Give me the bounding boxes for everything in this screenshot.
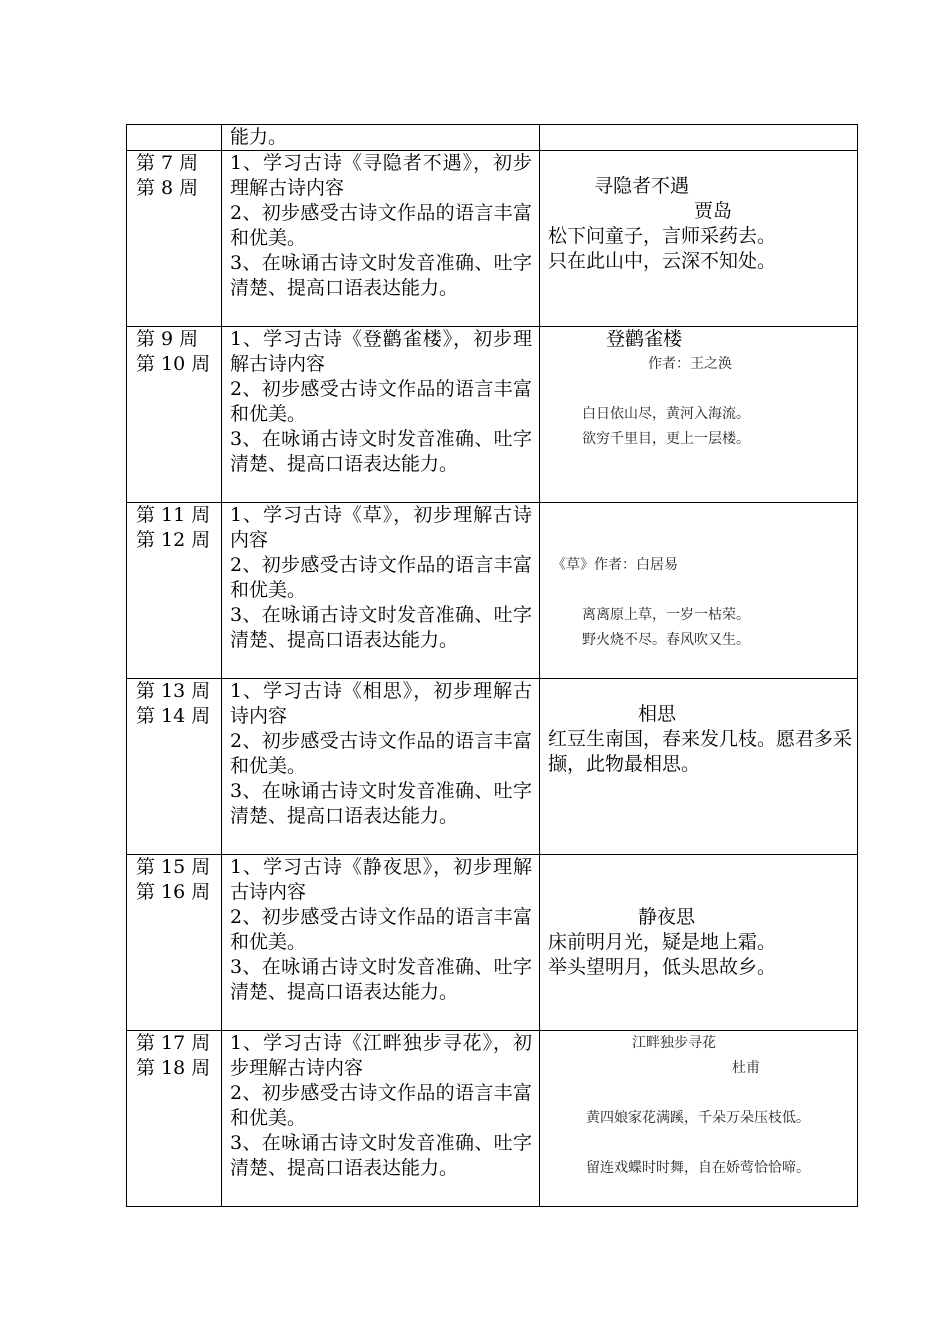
poem-cell	[540, 503, 858, 679]
poem-line: 举头望明月，低头思故乡。	[548, 956, 777, 978]
week-cell	[127, 503, 222, 679]
poem-line: 松下问童子，言师采药去。	[548, 225, 777, 247]
poem-title: 寻隐者不遇	[594, 175, 690, 197]
goals-cell	[222, 151, 540, 327]
goal-text: 1、学习古诗《相思》，初步理解古诗内容	[230, 680, 532, 727]
week-end: 第 18 周	[136, 1057, 211, 1079]
weekly-plan-table	[126, 124, 858, 1207]
poem-title: 《草》作者：白居易	[552, 557, 678, 573]
poem-cell	[540, 1031, 858, 1207]
poem-cell	[540, 151, 858, 327]
poem-line: 床前明月光，疑是地上霜。	[548, 931, 777, 953]
poem-line: 离离原上草，一岁一枯荣。	[582, 607, 750, 623]
goals-cell	[222, 327, 540, 503]
week-start: 第 13 周	[136, 680, 211, 702]
poem-author: 作者：王之涣	[648, 356, 732, 372]
goals-cell	[222, 125, 540, 151]
table-row	[127, 1031, 858, 1207]
poem-title: 登鹳雀楼	[606, 328, 683, 350]
poem-author: 贾岛	[694, 200, 733, 222]
table-row	[127, 327, 858, 503]
goal-text: 3、在咏诵古诗文时发音准确、吐字清楚、提高口语表达能力。	[230, 780, 532, 827]
goal-text: 2、初步感受古诗文作品的语言丰富和优美。	[230, 378, 532, 425]
poem-cell	[540, 125, 858, 151]
poem-title: 静夜思	[638, 906, 696, 928]
goal-text: 2、初步感受古诗文作品的语言丰富和优美。	[230, 554, 532, 601]
goal-text: 2、初步感受古诗文作品的语言丰富和优美。	[230, 1082, 532, 1129]
week-start: 第 9 周	[136, 328, 199, 350]
goal-text: 3、在咏诵古诗文时发音准确、吐字清楚、提高口语表达能力。	[230, 1132, 532, 1179]
goal-text: 2、初步感受古诗文作品的语言丰富和优美。	[230, 730, 532, 777]
poem-line: 红豆生南国，春来发几枝。愿君多采撷，此物最相思。	[548, 728, 853, 775]
week-start: 第 15 周	[136, 856, 211, 878]
goals-cell	[222, 1031, 540, 1207]
goal-text: 3、在咏诵古诗文时发音准确、吐字清楚、提高口语表达能力。	[230, 956, 532, 1003]
week-end: 第 14 周	[136, 705, 211, 727]
goal-text: 能力。	[230, 126, 288, 148]
goal-text: 3、在咏诵古诗文时发音准确、吐字清楚、提高口语表达能力。	[230, 252, 532, 299]
week-cell	[127, 679, 222, 855]
goal-text: 1、学习古诗《江畔独步寻花》，初步理解古诗内容	[230, 1032, 532, 1079]
week-cell	[127, 151, 222, 327]
table-row	[127, 855, 858, 1031]
table-row	[127, 125, 858, 151]
poem-title: 相思	[638, 703, 677, 725]
week-end: 第 16 周	[136, 881, 211, 903]
week-end: 第 10 周	[136, 353, 211, 375]
poem-line: 白日依山尽，黄河入海流。	[582, 406, 750, 422]
table-row	[127, 503, 858, 679]
goal-text: 3、在咏诵古诗文时发音准确、吐字清楚、提高口语表达能力。	[230, 428, 532, 475]
week-end: 第 8 周	[136, 177, 199, 199]
goal-text: 3、在咏诵古诗文时发音准确、吐字清楚、提高口语表达能力。	[230, 604, 532, 651]
table-row	[127, 151, 858, 327]
poem-cell	[540, 855, 858, 1031]
poem-line: 黄四娘家花满蹊，千朵万朵压枝低。	[586, 1110, 810, 1126]
poem-line: 欲穷千里目，更上一层楼。	[582, 431, 750, 447]
goal-text: 1、学习古诗《静夜思》，初步理解古诗内容	[230, 856, 532, 903]
poem-line: 只在此山中，云深不知处。	[548, 250, 777, 272]
week-start: 第 17 周	[136, 1032, 211, 1054]
poem-line: 野火烧不尽。春风吹又生。	[582, 632, 750, 648]
poem-cell	[540, 679, 858, 855]
week-start: 第 7 周	[136, 152, 199, 174]
week-cell	[127, 1031, 222, 1207]
week-cell	[127, 125, 222, 151]
goal-text: 2、初步感受古诗文作品的语言丰富和优美。	[230, 906, 532, 953]
goals-cell	[222, 855, 540, 1031]
goals-cell	[222, 503, 540, 679]
week-cell	[127, 327, 222, 503]
goal-text: 1、学习古诗《登鹳雀楼》，初步理解古诗内容	[230, 328, 532, 375]
week-cell	[127, 855, 222, 1031]
poem-line: 留连戏蝶时时舞，自在娇莺恰恰啼。	[586, 1160, 810, 1176]
goal-text: 1、学习古诗《寻隐者不遇》，初步理解古诗内容	[230, 152, 532, 199]
week-start: 第 11 周	[136, 504, 211, 526]
poem-title: 江畔独步寻花	[632, 1035, 716, 1051]
table-row	[127, 679, 858, 855]
week-end: 第 12 周	[136, 529, 211, 551]
poem-author: 杜甫	[732, 1060, 760, 1076]
poem-cell	[540, 327, 858, 503]
goals-cell	[222, 679, 540, 855]
goal-text: 1、学习古诗《草》，初步理解古诗内容	[230, 504, 532, 551]
goal-text: 2、初步感受古诗文作品的语言丰富和优美。	[230, 202, 532, 249]
